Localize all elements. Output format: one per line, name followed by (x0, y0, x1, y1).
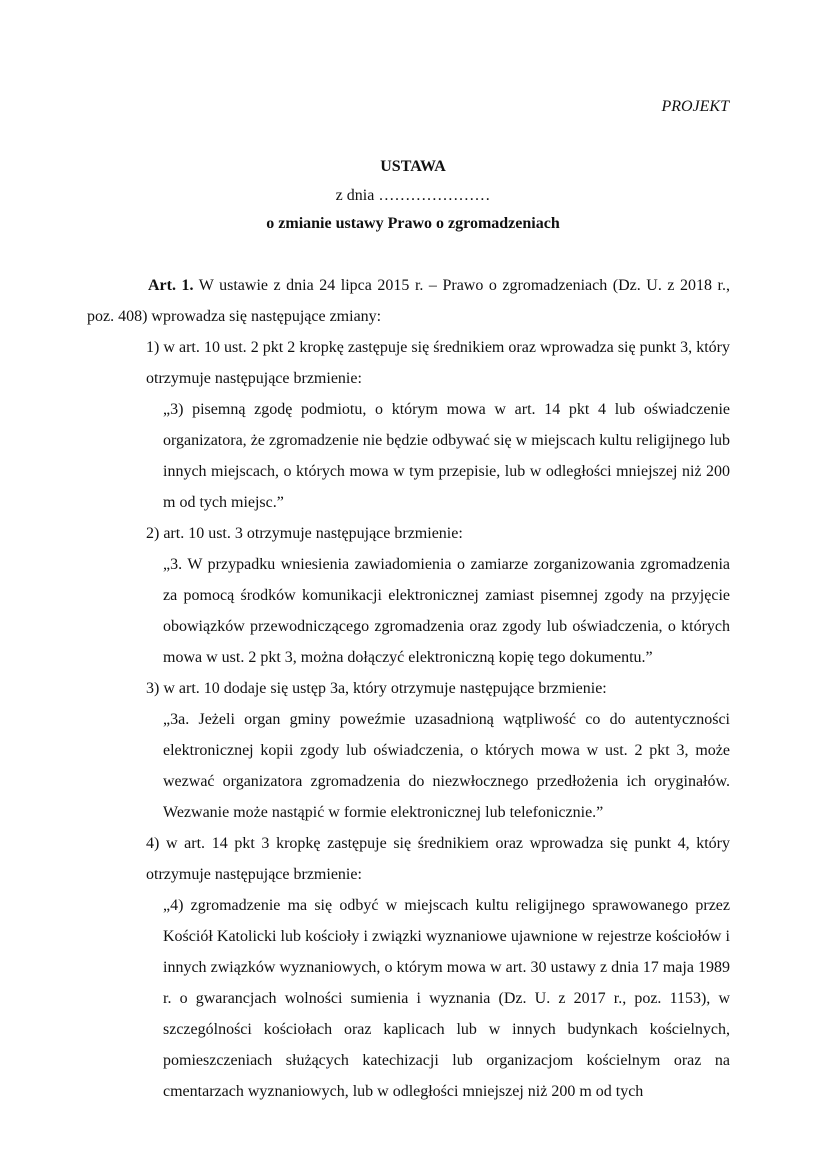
date-line: z dnia ………………… (335, 187, 491, 204)
amendment-quote-2: „3. W przypadku wniesienia zawiadomienia o zamiarze zorganizowania zgromadzenia za pomocą środków komunikacji elektronicznej zamiast pisemnej zgody na przyjęcie obowiązków przewodniczącego zgromadzenia oraz zgody lub oświadczenia, o których mowa w ust. 2 pkt 3, można dołączyć elektroniczną kopię tego dokumentu.” (163, 556, 730, 666)
amendment-quote-4: „4) zgromadzenie ma się odbyć w miejscach kultu religijnego sprawowanego przez Kościół Katolicki lub kościoły i związki wyznaniowe ujawnione w rejestrze kościołów i innych związków wyznaniowych, o którym mowa w art. 30 ustawy z dnia 17 maja 1989 r. o gwarancjach wolności sumienia i wyznania (Dz. U. z 2017 r., poz. 1153), w szczególności kościołach oraz kaplicach lub w innych budynkach kościelnych, pomieszczeniach służących katechizacji lub organizacjom kościelnym oraz na cmentarzach wyznaniowych, lub w odległości mniejszej niż 200 m od tych (163, 897, 730, 1100)
amendment-point-3: 3) w art. 10 dodaje się ustęp 3a, który otrzymuje następujące brzmienie: (146, 680, 607, 697)
draft-stamp: PROJEKT (661, 98, 729, 115)
amendment-point-4: 4) w art. 14 pkt 3 kropkę zastępuje się średnikiem oraz wprowadza się punkt 4, który otrzymuje następujące brzmienie: (146, 835, 730, 883)
amendment-quote-3: „3a. Jeżeli organ gminy poweźmie uzasadnioną wątpliwość co do autentyczności elektronicznej kopii zgody lub oświadczenia, o których mowa w ust. 2 pkt 3, może wezwać organizatora zgromadzenia do niezwłocznego przedłożenia ich oryginałów. Wezwanie może nastąpić w formie elektronicznej lub telefonicznie.” (163, 711, 730, 821)
document-subject: o zmianie ustawy Prawo o zgromadzeniach (266, 215, 560, 232)
document-type-heading: USTAWA (380, 158, 446, 175)
article-label: Art. 1. (148, 277, 194, 294)
amendment-quote-1: „3) pisemną zgodę podmiotu, o którym mowa w art. 14 pkt 4 lub oświadczenie organizatora, że zgromadzenie nie będzie odbywać się w miejscach kultu religijnego lub innych miejscach, o których mowa w tym przepisie, lub w odległości mniejszej niż 200 m od tych miejsc.” (163, 401, 730, 511)
amendment-point-1: 1) w art. 10 ust. 2 pkt 2 kropkę zastępuje się średnikiem oraz wprowadza się punkt 3, który otrzymuje następujące brzmienie: (146, 339, 730, 387)
article-1 (87, 270, 730, 332)
document-body (87, 270, 730, 1107)
article-intro: W ustawie z dnia 24 lipca 2015 r. – Prawo o zgromadzeniach (Dz. U. z 2018 r., poz. 408) wprowadza się następujące zmiany: (87, 277, 731, 325)
amendment-point-2: 2) art. 10 ust. 3 otrzymuje następujące brzmienie: (146, 525, 463, 542)
